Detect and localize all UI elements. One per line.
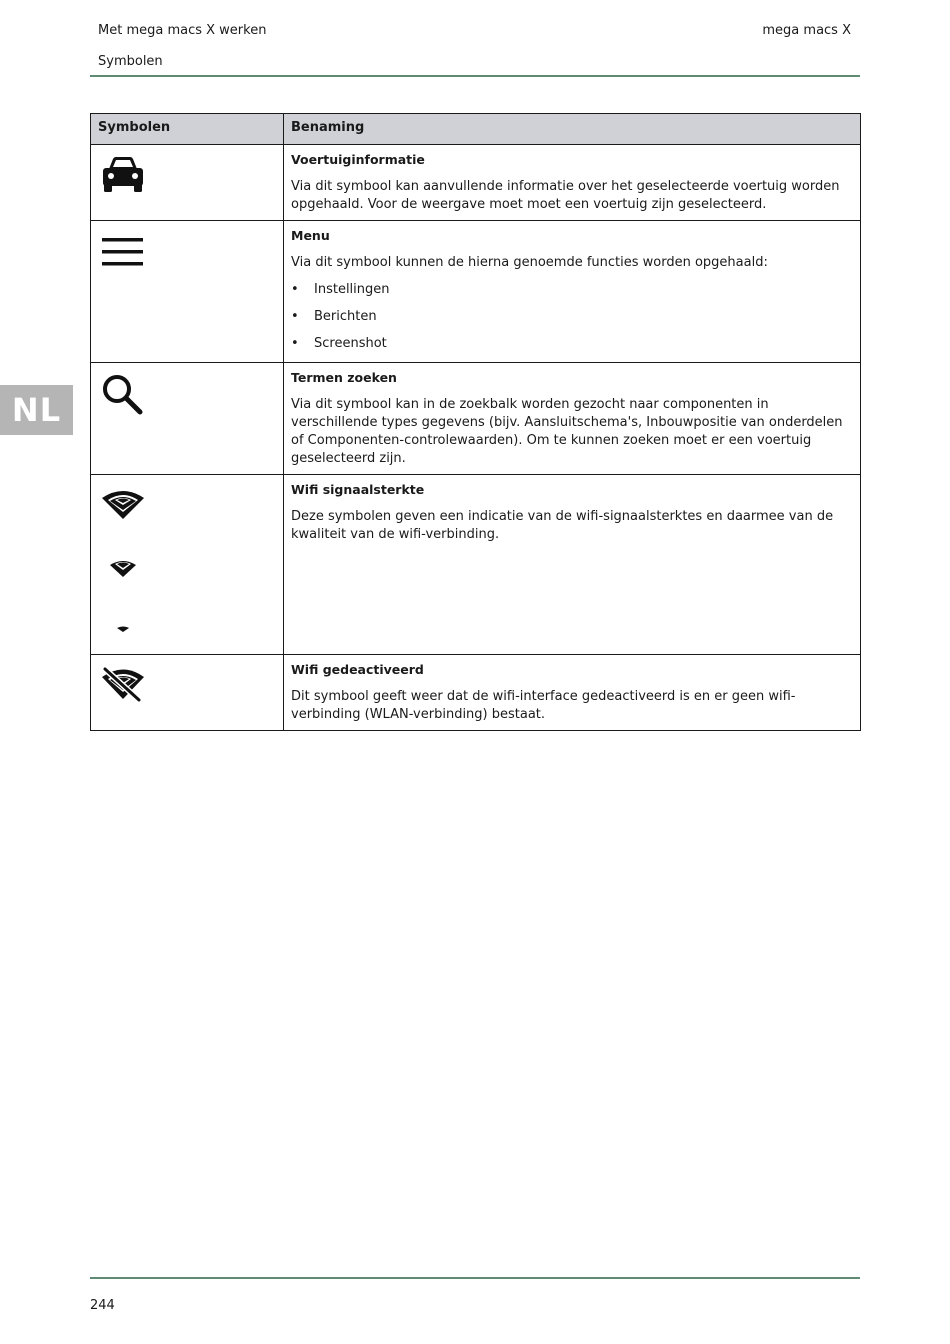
header-section-title: Symbolen bbox=[98, 54, 163, 69]
page-number: 244 bbox=[90, 1298, 115, 1313]
description-cell bbox=[284, 363, 861, 475]
language-tab: NL bbox=[0, 385, 73, 435]
list-item: • Berichten bbox=[291, 308, 852, 326]
symbol-cell bbox=[91, 655, 284, 731]
table-row bbox=[91, 221, 861, 363]
item-description: Via dit symbool kan aanvullende informatie over het geselecteerde voertuig worden opgehaald. Voor de weergave moet moet een voertuig zijn geselecteerd. bbox=[291, 179, 840, 212]
description-cell bbox=[284, 475, 861, 655]
wifi-strong-icon bbox=[101, 491, 145, 523]
list-item: • Screenshot bbox=[291, 335, 852, 353]
symbol-cell bbox=[91, 145, 284, 221]
table-row bbox=[91, 655, 861, 731]
car-icon bbox=[101, 155, 145, 197]
item-title: Menu bbox=[291, 228, 330, 243]
item-description: Deze symbolen geven een indicatie van de wifi-signaalsterktes en daarmee van de kwaliteit van de wifi-verbinding. bbox=[291, 509, 834, 542]
description-cell bbox=[284, 655, 861, 731]
list-item: • Instellingen bbox=[291, 281, 852, 299]
wifi-weak-icon bbox=[101, 621, 145, 635]
table-header-row bbox=[91, 114, 861, 145]
item-title: Wifi signaalsterkte bbox=[291, 482, 425, 497]
header-rule bbox=[90, 75, 860, 77]
footer-rule bbox=[90, 1277, 860, 1279]
item-title: Wifi gedeactiveerd bbox=[291, 662, 424, 677]
description-cell bbox=[284, 221, 861, 363]
column-header-symbols: Symbolen bbox=[91, 114, 284, 145]
table-row bbox=[91, 145, 861, 221]
wifi-off-icon bbox=[101, 667, 145, 703]
description-cell bbox=[284, 145, 861, 221]
symbols-table bbox=[90, 113, 861, 731]
item-title: Voertuiginformatie bbox=[291, 152, 425, 167]
search-icon bbox=[101, 373, 145, 417]
item-description: Via dit symbool kan in de zoekbalk worden gezocht naar componenten in verschillende types gegevens (bijv. Aansluitschema's, Inbouwpositie van onderdelen of Componenten-controlewaarden). Om te kunnen zoeken moet er een voertuig geselecteerd zijn. bbox=[291, 397, 843, 466]
function-list bbox=[291, 281, 852, 353]
header-left-title: Met mega macs X werken bbox=[98, 23, 267, 38]
menu-icon bbox=[101, 236, 145, 270]
item-description: Via dit symbool kunnen de hierna genoemde functies worden opgehaald: bbox=[291, 255, 768, 270]
item-title: Termen zoeken bbox=[291, 370, 397, 385]
symbol-cell bbox=[91, 475, 284, 655]
header-right-title: mega macs X bbox=[762, 23, 851, 38]
wifi-medium-icon bbox=[101, 555, 145, 579]
table-row bbox=[91, 475, 861, 655]
symbol-cell bbox=[91, 363, 284, 475]
symbol-cell bbox=[91, 221, 284, 363]
column-header-name: Benaming bbox=[284, 114, 861, 145]
item-description: Dit symbool geeft weer dat de wifi-interface gedeactiveerd is en er geen wifi-verbinding (WLAN-verbinding) bestaat. bbox=[291, 689, 796, 722]
table-row bbox=[91, 363, 861, 475]
